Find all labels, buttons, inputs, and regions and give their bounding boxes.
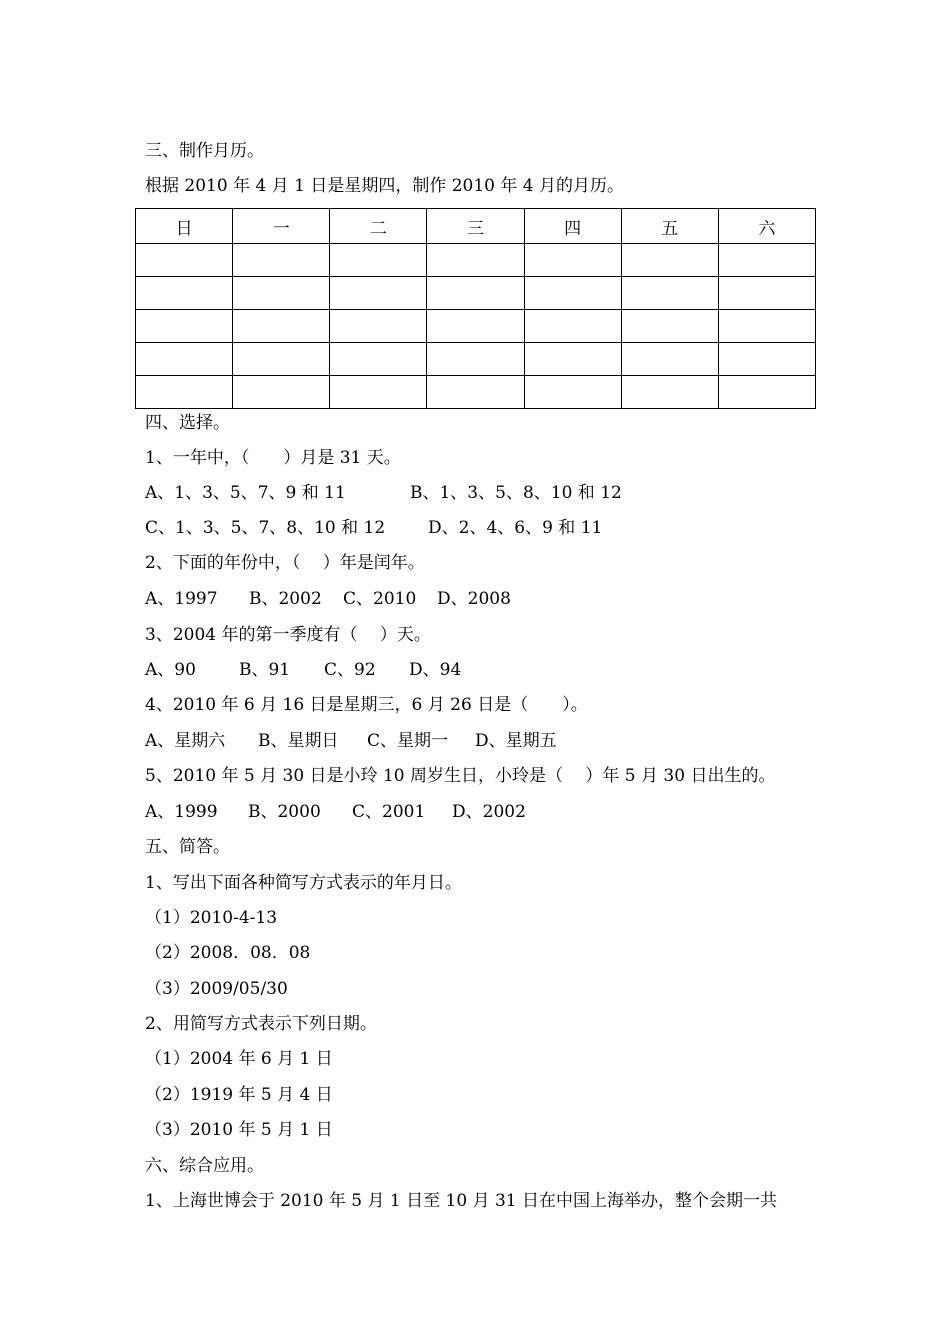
weekday-thu: 四	[524, 209, 621, 244]
section5-heading: 五、简答。	[145, 837, 230, 857]
q4-4-text: 4、2010 年 6 月 16 日是星期三，6 月 26 日是（ ）。	[145, 695, 588, 715]
calendar-table	[135, 208, 816, 409]
calendar-cell[interactable]	[233, 376, 330, 409]
calendar-cell[interactable]	[718, 310, 815, 343]
calendar-cell[interactable]	[233, 343, 330, 376]
q4-3-option-a: A、90	[145, 660, 196, 680]
q4-2-option-a: A、1997	[145, 589, 218, 609]
q4-1-text: 1、一年中，（ ）月是 31 天。	[145, 448, 401, 468]
calendar-week-row	[136, 376, 816, 409]
calendar-cell[interactable]	[524, 376, 621, 409]
q6-1-text: 1、上海世博会于 2010 年 5 月 1 日至 10 月 31 日在中国上海举办，整个会期一共	[145, 1191, 778, 1211]
q4-1-options-row1	[145, 482, 622, 504]
q4-5-option-b: B、2000	[248, 802, 321, 822]
calendar-week-row	[136, 310, 816, 343]
calendar-cell[interactable]	[330, 277, 427, 310]
calendar-cell[interactable]	[233, 244, 330, 277]
calendar-week-row	[136, 343, 816, 376]
calendar-cell[interactable]	[136, 244, 233, 277]
q5-1-item-2: （2）2008．08．08	[145, 943, 311, 963]
q4-2-option-d: D、2008	[437, 589, 511, 609]
calendar-cell[interactable]	[233, 310, 330, 343]
calendar-cell[interactable]	[427, 376, 524, 409]
calendar-cell[interactable]	[233, 277, 330, 310]
calendar-cell[interactable]	[524, 310, 621, 343]
calendar-cell[interactable]	[136, 376, 233, 409]
calendar-cell[interactable]	[524, 277, 621, 310]
weekday-tue: 二	[330, 209, 427, 244]
calendar-cell[interactable]	[621, 343, 718, 376]
calendar-cell[interactable]	[427, 343, 524, 376]
q5-2-text: 2、用简写方式表示下列日期。	[145, 1014, 377, 1034]
calendar-cell[interactable]	[718, 244, 815, 277]
section3-heading: 三、制作月历。	[145, 141, 264, 161]
section6-heading: 六、综合应用。	[145, 1156, 264, 1176]
q4-3-text: 3、2004 年的第一季度有（ ）天。	[145, 625, 431, 645]
calendar-cell[interactable]	[330, 376, 427, 409]
section3-instruction: 根据 2010 年 4 月 1 日是星期四，制作 2010 年 4 月的月历。	[145, 176, 625, 196]
calendar-cell[interactable]	[136, 310, 233, 343]
calendar-week-row	[136, 277, 816, 310]
q4-5-option-d: D、2002	[452, 802, 526, 822]
weekday-mon: 一	[233, 209, 330, 244]
calendar-cell[interactable]	[524, 343, 621, 376]
q4-3-options	[145, 659, 461, 681]
q5-2-item-3: （3）2010 年 5 月 1 日	[145, 1120, 333, 1140]
weekday-wed: 三	[427, 209, 524, 244]
calendar-cell[interactable]	[427, 244, 524, 277]
weekday-sat: 六	[718, 209, 815, 244]
calendar-cell[interactable]	[718, 277, 815, 310]
q4-4-option-b: B、星期日	[258, 731, 339, 751]
q4-1-option-c: C、1、3、5、7、8、10 和 12	[145, 518, 386, 538]
q5-2-item-1: （1）2004 年 6 月 1 日	[145, 1049, 333, 1069]
calendar-cell[interactable]	[524, 244, 621, 277]
calendar-cell[interactable]	[621, 310, 718, 343]
q4-1-option-d: D、2、4、6、9 和 11	[428, 518, 603, 538]
calendar-cell[interactable]	[330, 343, 427, 376]
calendar-cell[interactable]	[330, 244, 427, 277]
q5-1-text: 1、写出下面各种简写方式表示的年月日。	[145, 873, 462, 893]
q4-2-options	[145, 588, 511, 610]
calendar-header-row	[136, 209, 816, 244]
q4-1-option-a: A、1、3、5、7、9 和 11	[145, 483, 346, 503]
calendar-cell[interactable]	[136, 277, 233, 310]
calendar-cell[interactable]	[330, 310, 427, 343]
calendar-cell[interactable]	[718, 376, 815, 409]
q5-2-item-2: （2）1919 年 5 月 4 日	[145, 1085, 333, 1105]
section4-heading: 四、选择。	[145, 413, 230, 433]
q4-2-text: 2、下面的年份中，（ ）年是闰年。	[145, 553, 425, 573]
calendar-cell[interactable]	[621, 277, 718, 310]
q4-4-option-d: D、星期五	[475, 731, 557, 751]
q5-1-item-1: （1）2010-4-13	[145, 908, 278, 928]
q4-4-option-c: C、星期一	[367, 731, 449, 751]
calendar-cell[interactable]	[427, 277, 524, 310]
q4-5-text: 5、2010 年 5 月 30 日是小玲 10 周岁生日，小玲是（ ）年 5 月 30 日出生的。	[145, 766, 776, 786]
weekday-fri: 五	[621, 209, 718, 244]
q4-1-options-row2	[145, 517, 602, 539]
q4-4-options	[145, 730, 557, 752]
calendar-cell[interactable]	[621, 244, 718, 277]
q4-3-option-c: C、92	[324, 660, 376, 680]
q5-1-item-3: （3）2009/05/30	[145, 979, 288, 999]
calendar-cell[interactable]	[621, 376, 718, 409]
calendar-cell[interactable]	[427, 310, 524, 343]
calendar-week-row	[136, 244, 816, 277]
calendar-cell[interactable]	[136, 343, 233, 376]
q4-4-option-a: A、星期六	[145, 731, 226, 751]
calendar-cell[interactable]	[718, 343, 815, 376]
q4-5-option-c: C、2001	[352, 802, 426, 822]
q4-5-option-a: A、1999	[145, 802, 218, 822]
q4-5-options	[145, 801, 526, 823]
weekday-sun: 日	[136, 209, 233, 244]
q4-1-option-b: B、1、3、5、8、10 和 12	[410, 483, 622, 503]
q4-2-option-c: C、2010	[343, 589, 417, 609]
q4-2-option-b: B、2002	[249, 589, 322, 609]
q4-3-option-b: B、91	[239, 660, 291, 680]
q4-3-option-d: D、94	[409, 660, 462, 680]
